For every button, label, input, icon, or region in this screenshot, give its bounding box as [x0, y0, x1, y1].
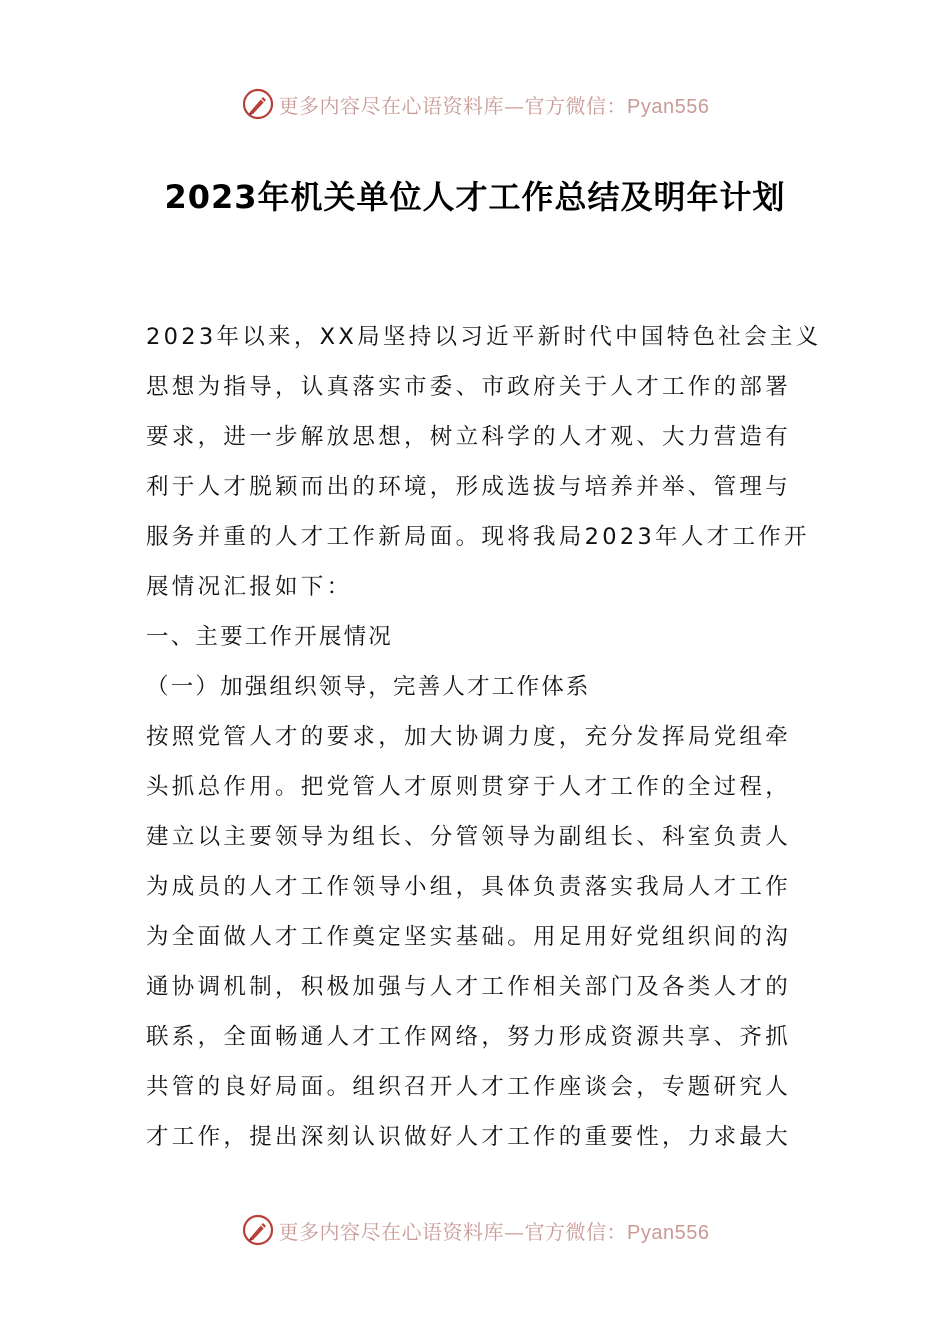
- body-line: 才工作，提出深刻认识做好人才工作的重要性，力求最大: [146, 1124, 792, 1150]
- watermark-text: 更多内容尽在心语资料库—官方微信：Pyan556: [278, 93, 710, 118]
- body-line: 头抓总作用。把党管人才原则贯穿于人才工作的全过程，: [146, 774, 792, 800]
- watermark-wechat-id: Pyan556: [627, 1221, 710, 1244]
- watermark-header: [0, 84, 950, 124]
- document-title: 2023年机关单位人才工作总结及明年计划: [164, 178, 786, 216]
- body-line: 共管的良好局面。组织召开人才工作座谈会，专题研究人: [146, 1074, 792, 1100]
- body-line: 2023年以来，XX局坚持以习近平新时代中国特色社会主义: [146, 324, 822, 350]
- body-line: 联系，全面畅通人才工作网络，努力形成资源共享、齐抓: [146, 1024, 792, 1050]
- body-line: 通协调机制，积极加强与人才工作相关部门及各类人才的: [146, 974, 792, 1000]
- body-line: 利于人才脱颖而出的环境，形成选拔与培养并举、管理与: [146, 474, 792, 500]
- watermark-text: 更多内容尽在心语资料库—官方微信：Pyan556: [278, 1219, 710, 1244]
- watermark-footer: [0, 1210, 950, 1250]
- body-line: 展情况汇报如下：: [146, 574, 353, 600]
- body-line: 服务并重的人才工作新局面。现将我局2023年人才工作开: [146, 524, 810, 550]
- body-line: 建立以主要领导为组长、分管领导为副组长、科室负责人: [146, 824, 792, 850]
- pen-logo-icon: [241, 1213, 275, 1247]
- document-body: [146, 312, 822, 1162]
- body-line: 为成员的人才工作领导小组，具体负责落实我局人才工作: [146, 874, 792, 900]
- body-line: 为全面做人才工作奠定坚实基础。用足用好党组织间的沟: [146, 924, 792, 950]
- body-line: 按照党管人才的要求，加大协调力度，充分发挥局党组牵: [146, 724, 792, 750]
- section-heading: 一、主要工作开展情况: [146, 624, 394, 650]
- watermark-wechat-id: Pyan556: [627, 95, 710, 118]
- subsection-heading: （一）加强组织领导，完善人才工作体系: [146, 674, 591, 700]
- pen-logo-icon: [241, 87, 275, 121]
- body-line: 要求，进一步解放思想，树立科学的人才观、大力营造有: [146, 424, 792, 450]
- body-line: 思想为指导，认真落实市委、市政府关于人才工作的部署: [146, 374, 792, 400]
